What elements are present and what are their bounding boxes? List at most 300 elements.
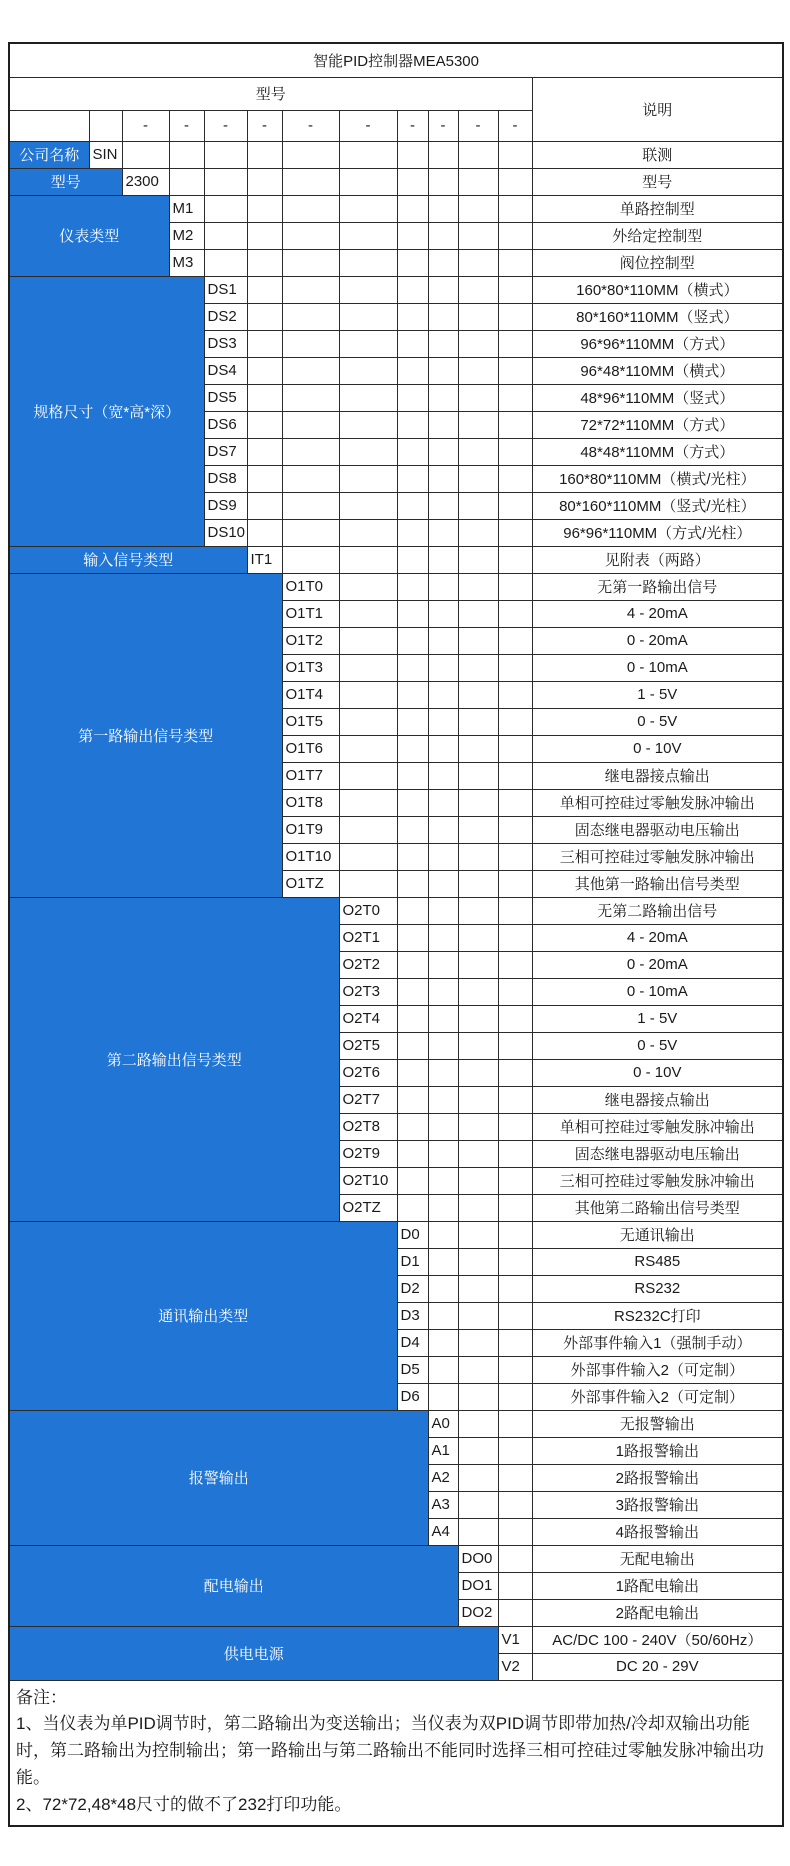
code-cell: O2T2 — [339, 951, 397, 978]
grid-cell — [498, 546, 532, 573]
desc-cell: 型号 — [532, 168, 783, 195]
grid-cell — [428, 384, 458, 411]
code-cell: D3 — [397, 1302, 428, 1329]
notes-row — [9, 1680, 783, 1826]
code-cell: DS6 — [204, 411, 247, 438]
grid-cell — [498, 708, 532, 735]
section-label: 配电输出 — [9, 1545, 458, 1626]
grid-cell — [89, 110, 122, 141]
table-row — [9, 141, 783, 168]
grid-cell — [458, 384, 498, 411]
grid-cell — [339, 654, 397, 681]
table-row — [9, 897, 783, 924]
table-row — [9, 195, 783, 222]
code-cell: DO2 — [458, 1599, 498, 1626]
grid-cell — [339, 303, 397, 330]
grid-cell — [247, 465, 282, 492]
grid-cell — [498, 303, 532, 330]
code-cell: O1T0 — [282, 573, 339, 600]
grid-cell — [428, 735, 458, 762]
grid-cell — [498, 1086, 532, 1113]
desc-cell: 0 - 10mA — [532, 654, 783, 681]
note-item: 1、当仪表为单PID调节时，第二路输出为变送输出；当仪表为双PID调节即带加热/冷却双输出功能时，第二路输出为控制输出；第一路输出与第二路输出不能同时选择三相可控硅过零触发脉冲输出功能。 — [16, 1714, 764, 1788]
grid-cell — [397, 1059, 428, 1086]
section-label: 型号 — [9, 168, 122, 195]
grid-cell — [397, 1005, 428, 1032]
grid-cell — [428, 681, 458, 708]
grid-cell — [498, 1302, 532, 1329]
desc-cell: DC 20 - 29V — [532, 1653, 783, 1680]
desc-cell: 160*80*110MM（横式/光柱） — [532, 465, 783, 492]
code-cell: O1T5 — [282, 708, 339, 735]
grid-cell — [458, 681, 498, 708]
desc-cell: AC/DC 100 - 240V（50/60Hz） — [532, 1626, 783, 1653]
grid-cell — [282, 276, 339, 303]
grid-cell — [397, 519, 428, 546]
grid-cell — [397, 600, 428, 627]
model-selection-table — [8, 42, 784, 1827]
grid-cell — [339, 168, 397, 195]
grid-cell — [397, 438, 428, 465]
dash-separator: - — [339, 110, 397, 141]
code-cell: O1T8 — [282, 789, 339, 816]
grid-cell — [397, 249, 428, 276]
grid-cell — [428, 1275, 458, 1302]
table-row — [9, 1545, 783, 1572]
grid-cell — [397, 951, 428, 978]
grid-cell — [247, 222, 282, 249]
grid-cell — [339, 762, 397, 789]
grid-cell — [458, 357, 498, 384]
desc-cell: 1路配电输出 — [532, 1572, 783, 1599]
desc-cell: 1 - 5V — [532, 1005, 783, 1032]
grid-cell — [498, 1248, 532, 1275]
desc-cell: 2路报警输出 — [532, 1464, 783, 1491]
grid-cell — [169, 141, 204, 168]
grid-cell — [339, 384, 397, 411]
grid-cell — [397, 870, 428, 897]
code-cell: O2T4 — [339, 1005, 397, 1032]
grid-cell — [458, 843, 498, 870]
grid-cell — [282, 330, 339, 357]
code-cell: DS1 — [204, 276, 247, 303]
grid-cell — [498, 492, 532, 519]
grid-cell — [428, 843, 458, 870]
grid-cell — [204, 141, 247, 168]
grid-cell — [397, 681, 428, 708]
desc-cell: 48*48*110MM（方式） — [532, 438, 783, 465]
spec-tbody — [9, 43, 783, 1680]
code-cell: SIN — [89, 141, 122, 168]
grid-cell — [204, 168, 247, 195]
grid-cell — [428, 789, 458, 816]
header-row — [9, 77, 783, 110]
desc-cell: 外部事件输入1（强制手动） — [532, 1329, 783, 1356]
code-cell: M3 — [169, 249, 204, 276]
grid-cell — [458, 141, 498, 168]
grid-cell — [458, 546, 498, 573]
page-title: 智能PID控制器MEA5300 — [9, 43, 783, 77]
section-label: 规格尺寸（宽*高*深） — [9, 276, 204, 546]
desc-cell: RS485 — [532, 1248, 783, 1275]
grid-cell — [428, 168, 458, 195]
grid-cell — [428, 1383, 458, 1410]
grid-cell — [397, 843, 428, 870]
code-cell: D0 — [397, 1221, 428, 1248]
grid-cell — [458, 870, 498, 897]
grid-cell — [397, 1140, 428, 1167]
desc-cell: 4路报警输出 — [532, 1518, 783, 1545]
section-label: 供电电源 — [9, 1626, 498, 1680]
grid-cell — [339, 627, 397, 654]
desc-cell: 1 - 5V — [532, 681, 783, 708]
desc-cell: 96*96*110MM（方式/光柱） — [532, 519, 783, 546]
grid-cell — [458, 789, 498, 816]
grid-cell — [428, 1302, 458, 1329]
desc-cell: 无第二路输出信号 — [532, 897, 783, 924]
grid-cell — [428, 222, 458, 249]
code-cell: O1T3 — [282, 654, 339, 681]
grid-cell — [428, 870, 458, 897]
desc-cell: 三相可控硅过零触发脉冲输出 — [532, 1167, 783, 1194]
code-cell: O2T6 — [339, 1059, 397, 1086]
code-cell: O1T1 — [282, 600, 339, 627]
code-cell: O1TZ — [282, 870, 339, 897]
grid-cell — [339, 816, 397, 843]
desc-cell: 单相可控硅过零触发脉冲输出 — [532, 789, 783, 816]
desc-cell: 1路报警输出 — [532, 1437, 783, 1464]
grid-cell — [339, 411, 397, 438]
desc-cell: 外给定控制型 — [532, 222, 783, 249]
desc-cell: 0 - 10V — [532, 1059, 783, 1086]
grid-cell — [428, 1248, 458, 1275]
desc-cell: 0 - 5V — [532, 1032, 783, 1059]
grid-cell — [397, 573, 428, 600]
grid-cell — [397, 330, 428, 357]
grid-cell — [339, 438, 397, 465]
section-label: 第一路输出信号类型 — [9, 573, 282, 897]
dash-separator: - — [458, 110, 498, 141]
grid-cell — [458, 1032, 498, 1059]
grid-cell — [458, 438, 498, 465]
code-cell: 2300 — [122, 168, 169, 195]
grid-cell — [428, 249, 458, 276]
grid-cell — [498, 1005, 532, 1032]
code-cell: O1T4 — [282, 681, 339, 708]
model-number-header: 型号 — [9, 77, 532, 110]
grid-cell — [204, 249, 247, 276]
grid-cell — [458, 519, 498, 546]
grid-cell — [498, 1437, 532, 1464]
grid-cell — [498, 1032, 532, 1059]
title-row — [9, 43, 783, 77]
grid-cell — [428, 465, 458, 492]
code-cell: DS7 — [204, 438, 247, 465]
grid-cell — [397, 492, 428, 519]
code-cell: O2T9 — [339, 1140, 397, 1167]
grid-cell — [428, 816, 458, 843]
grid-cell — [282, 249, 339, 276]
grid-cell — [397, 924, 428, 951]
grid-cell — [458, 708, 498, 735]
grid-cell — [458, 276, 498, 303]
code-cell: A4 — [428, 1518, 458, 1545]
grid-cell — [498, 384, 532, 411]
code-cell: A0 — [428, 1410, 458, 1437]
desc-cell: 无通讯输出 — [532, 1221, 783, 1248]
grid-cell — [458, 222, 498, 249]
desc-cell: 0 - 5V — [532, 708, 783, 735]
grid-cell — [458, 465, 498, 492]
grid-cell — [339, 276, 397, 303]
grid-cell — [458, 1329, 498, 1356]
grid-cell — [428, 276, 458, 303]
dash-separator: - — [169, 110, 204, 141]
code-cell: D4 — [397, 1329, 428, 1356]
grid-cell — [397, 195, 428, 222]
grid-cell — [458, 411, 498, 438]
grid-cell — [458, 762, 498, 789]
grid-cell — [428, 357, 458, 384]
code-cell: O1T6 — [282, 735, 339, 762]
grid-cell — [428, 519, 458, 546]
grid-cell — [498, 411, 532, 438]
grid-cell — [498, 1221, 532, 1248]
grid-cell — [498, 330, 532, 357]
grid-cell — [428, 546, 458, 573]
grid-cell — [397, 735, 428, 762]
grid-cell — [458, 816, 498, 843]
grid-cell — [458, 492, 498, 519]
table-row — [9, 1221, 783, 1248]
desc-cell: 0 - 20mA — [532, 627, 783, 654]
section-label: 第二路输出信号类型 — [9, 897, 339, 1221]
grid-cell — [339, 141, 397, 168]
grid-cell — [428, 1167, 458, 1194]
grid-cell — [397, 1113, 428, 1140]
grid-cell — [458, 897, 498, 924]
grid-cell — [428, 330, 458, 357]
desc-cell: 单相可控硅过零触发脉冲输出 — [532, 1113, 783, 1140]
grid-cell — [498, 1410, 532, 1437]
grid-cell — [498, 1113, 532, 1140]
grid-cell — [458, 1383, 498, 1410]
desc-cell: 继电器接点输出 — [532, 1086, 783, 1113]
grid-cell — [204, 222, 247, 249]
table-row — [9, 168, 783, 195]
grid-cell — [458, 1356, 498, 1383]
grid-cell — [428, 600, 458, 627]
grid-cell — [428, 141, 458, 168]
grid-cell — [428, 1356, 458, 1383]
desc-cell: 0 - 20mA — [532, 951, 783, 978]
desc-cell: 继电器接点输出 — [532, 762, 783, 789]
grid-cell — [247, 411, 282, 438]
grid-cell — [498, 1599, 532, 1626]
notes-cell — [9, 1680, 783, 1826]
dash-separator: - — [498, 110, 532, 141]
grid-cell — [458, 330, 498, 357]
grid-cell — [458, 1140, 498, 1167]
grid-cell — [498, 1491, 532, 1518]
code-cell: O1T10 — [282, 843, 339, 870]
grid-cell — [397, 222, 428, 249]
grid-cell — [428, 627, 458, 654]
code-cell: O1T2 — [282, 627, 339, 654]
grid-cell — [339, 573, 397, 600]
table-row — [9, 1626, 783, 1653]
code-cell: IT1 — [247, 546, 282, 573]
grid-cell — [9, 110, 89, 141]
dash-separator: - — [247, 110, 282, 141]
grid-cell — [498, 816, 532, 843]
table-row — [9, 1410, 783, 1437]
grid-cell — [498, 249, 532, 276]
grid-cell — [458, 195, 498, 222]
grid-cell — [498, 951, 532, 978]
grid-cell — [498, 1356, 532, 1383]
grid-cell — [458, 1410, 498, 1437]
grid-cell — [339, 708, 397, 735]
code-cell: DS5 — [204, 384, 247, 411]
grid-cell — [458, 1194, 498, 1221]
desc-cell: 80*160*110MM（竖式） — [532, 303, 783, 330]
grid-cell — [458, 1221, 498, 1248]
grid-cell — [339, 789, 397, 816]
desc-cell: 固态继电器驱动电压输出 — [532, 1140, 783, 1167]
grid-cell — [282, 411, 339, 438]
grid-cell — [428, 303, 458, 330]
grid-cell — [397, 1032, 428, 1059]
section-label: 公司名称 — [9, 141, 89, 168]
desc-cell: 0 - 10V — [532, 735, 783, 762]
grid-cell — [498, 276, 532, 303]
grid-cell — [428, 924, 458, 951]
code-cell: V2 — [498, 1653, 532, 1680]
grid-cell — [498, 438, 532, 465]
desc-cell: 0 - 10mA — [532, 978, 783, 1005]
desc-cell: 阀位控制型 — [532, 249, 783, 276]
desc-cell: RS232C打印 — [532, 1302, 783, 1329]
code-cell: DS8 — [204, 465, 247, 492]
grid-cell — [247, 141, 282, 168]
grid-cell — [458, 303, 498, 330]
desc-cell: 2路配电输出 — [532, 1599, 783, 1626]
grid-cell — [458, 627, 498, 654]
grid-cell — [282, 465, 339, 492]
grid-cell — [498, 195, 532, 222]
grid-cell — [428, 951, 458, 978]
code-cell: V1 — [498, 1626, 532, 1653]
grid-cell — [458, 951, 498, 978]
code-cell: O2TZ — [339, 1194, 397, 1221]
code-cell: A1 — [428, 1437, 458, 1464]
grid-cell — [498, 465, 532, 492]
code-cell: DO0 — [458, 1545, 498, 1572]
code-cell: DS9 — [204, 492, 247, 519]
grid-cell — [428, 1329, 458, 1356]
grid-cell — [282, 546, 339, 573]
grid-cell — [428, 1140, 458, 1167]
grid-cell — [339, 249, 397, 276]
grid-cell — [247, 438, 282, 465]
desc-cell: 48*96*110MM（竖式） — [532, 384, 783, 411]
desc-cell: 固态继电器驱动电压输出 — [532, 816, 783, 843]
grid-cell — [122, 141, 169, 168]
grid-cell — [428, 978, 458, 1005]
note-item: 2、72*72,48*48尺寸的做不了232打印功能。 — [16, 1794, 352, 1814]
code-cell: O2T8 — [339, 1113, 397, 1140]
code-cell: A3 — [428, 1491, 458, 1518]
table-row — [9, 276, 783, 303]
desc-cell: RS232 — [532, 1275, 783, 1302]
dash-separator: - — [122, 110, 169, 141]
grid-cell — [428, 1113, 458, 1140]
grid-cell — [397, 1086, 428, 1113]
grid-cell — [458, 1275, 498, 1302]
grid-cell — [458, 573, 498, 600]
section-label: 报警输出 — [9, 1410, 428, 1545]
grid-cell — [247, 168, 282, 195]
grid-cell — [498, 222, 532, 249]
grid-cell — [458, 168, 498, 195]
desc-cell: 4 - 20mA — [532, 924, 783, 951]
code-cell: D1 — [397, 1248, 428, 1275]
grid-cell — [498, 168, 532, 195]
grid-cell — [458, 1005, 498, 1032]
grid-cell — [498, 897, 532, 924]
grid-cell — [498, 1383, 532, 1410]
desc-cell: 无第一路输出信号 — [532, 573, 783, 600]
grid-cell — [339, 870, 397, 897]
desc-cell: 外部事件输入2（可定制） — [532, 1356, 783, 1383]
grid-cell — [339, 492, 397, 519]
grid-cell — [498, 600, 532, 627]
grid-cell — [397, 303, 428, 330]
grid-cell — [498, 1167, 532, 1194]
code-cell: D2 — [397, 1275, 428, 1302]
grid-cell — [282, 357, 339, 384]
code-cell: O2T0 — [339, 897, 397, 924]
code-cell: O2T3 — [339, 978, 397, 1005]
grid-cell — [428, 492, 458, 519]
grid-cell — [458, 249, 498, 276]
grid-cell — [498, 681, 532, 708]
notes-title: 备注： — [16, 1687, 67, 1707]
desc-cell: 单路控制型 — [532, 195, 783, 222]
grid-cell — [282, 384, 339, 411]
desc-cell: 96*48*110MM（横式） — [532, 357, 783, 384]
dash-separator: - — [282, 110, 339, 141]
grid-cell — [498, 654, 532, 681]
desc-cell: 96*96*110MM（方式） — [532, 330, 783, 357]
grid-cell — [397, 465, 428, 492]
grid-cell — [282, 195, 339, 222]
grid-cell — [397, 654, 428, 681]
grid-cell — [339, 546, 397, 573]
code-cell: O2T7 — [339, 1086, 397, 1113]
table-row — [9, 573, 783, 600]
grid-cell — [397, 1194, 428, 1221]
grid-cell — [339, 222, 397, 249]
grid-cell — [498, 1059, 532, 1086]
grid-cell — [247, 384, 282, 411]
grid-cell — [282, 519, 339, 546]
grid-cell — [498, 1464, 532, 1491]
grid-cell — [428, 1221, 458, 1248]
grid-cell — [458, 978, 498, 1005]
grid-cell — [498, 627, 532, 654]
